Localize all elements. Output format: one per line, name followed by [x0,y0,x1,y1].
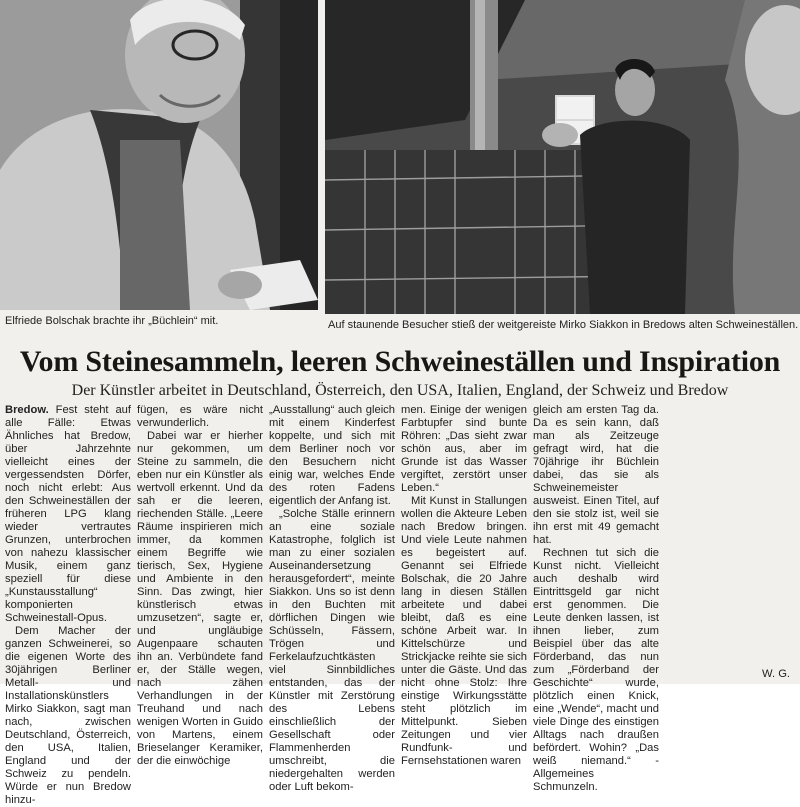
paragraph: „Ausstallung“ auch gleich mit einem Kinderfest koppelte, und sich mit dem Berliner noch vor den Besuchern nicht einig war, welches Ende des roten Fadens eigentlich der Anfang ist. [269,404,395,507]
photo-caption-right: Auf staunende Besucher stieß der weitgereiste Mirko Siakkon in Bredows alten Schweineställen. [328,319,799,331]
paragraph: men. Einige der wenigen Farbtupfer sind bunte Röhren: „Das sieht zwar schön aus, aber im Grunde ist das Wasser vergiftet, zerstört unser Leben.“ [401,404,527,494]
article-column-2 [137,404,263,767]
paragraph: Dabei war er hierher nur gekommen, um Steine zu sammeln, die eben nur ein Künstler als wertvoll erkennt. Und da sah er die leeren, riechenden Ställe. „Leere Räume inspirieren mich immer, da kommen einem Begriffe wie tierisch, Sex, Hygiene und Ambiente in den Sinn. Das zwingt, hier künstlerisch etwas umzusetzen“, sagte er, und ungläubige Augenpaare schauten ihn an. Verbündete fand er, der Ställe wegen, nach zähen Verhandlungen in der Treuhand und nach wenigen Worten in Guido von Martens, einem Brieselanger Keramiker, der die einwöchige [137,430,263,767]
paragraph: Dem Macher der ganzen Schweinerei, so die eigenen Worte des 30jährigen Berliner Metall- und Installationskünstlers Mirko Siakkon, sagt man nach, zwischen Deutschland, Österreich, den USA, Italien, England und der Schweiz zu pendeln. Würde er nun Bredow hinzu- [5,625,131,806]
photo-barn-interior [325,0,800,314]
paragraph: Fest steht auf alle Fälle: Etwas Ähnliches hat Bredow, über Jahrzehnte vielleicht eines der vergessendsten Dörfer, noch nicht erlebt: Aus den Schweineställen der früheren LPG klang wieder vertrautes Grunzen, unterbrochen von nahezu klassischer Musik, einem ganz speziell für diese „Kunstausstallung“ komponierten Schweinestall-Opus. [5,404,131,624]
paragraph: Rechnen tut sich die Kunst nicht. Vielleicht auch deshalb wird Eintrittsgeld gar nicht erst genommen. Die Leute denken lassen, ist ihnen lieber, zum Beispiel über das alte Förderband, das nun zum „Förderband der Geschichte“ wurde, plötzlich einen Knick, eine „Wende“, macht und viele Dinge des einstigen Alltags nach draußen befördert. Wohin? „Das weiß niemand.“ - Allgemeines Schmunzeln. [533,547,659,793]
paragraph: gleich am ersten Tag da. Da es sein kann, daß man als Zeitzeuge gefragt wird, hat die 70jährige ihr Büchlein dabei, das sie als Schweinemeister ausweist. Einen Titel, auf den sie stolz ist, weil sie ihn erst mit 49 gemacht hat. [533,404,659,546]
dateline: Bredow. [5,404,49,416]
article-subheadline: Der Künstler arbeitet in Deutschland, Österreich, den USA, Italien, England, der Schweiz und Bredow [71,382,729,399]
article-column-5 [533,404,659,793]
article-headline: Vom Steinesammeln, leeren Schweineställen und Inspiration [19,345,781,378]
article-body [5,404,795,806]
article-column-4 [401,404,527,767]
photo-caption-left: Elfriede Bolschak brachte ihr „Büchlein“ mit. [5,315,219,327]
photo-elderly-woman [0,0,318,310]
photo-barn-interior-graphic [325,0,800,314]
photo-elderly-woman-graphic [0,0,318,310]
paragraph: „Solche Ställe erinnern an eine soziale Katastrophe, folglich ist man zu einer sozialen Auseinandersetzung herausgefordert“, meinte Siakkon. Uns so ist denn in den Buchten mit dörflichen Dingen wie Schüsseln, Fässern, Trögen und Ferkelaufzuchtkästen viel Sinnbildliches entstanden, das der Künstler mit Zerstörung des Lebens einschließlich der Gesellschaft oder Flammenherden umschreibt, die niedergehalten werden oder Luft bekom- [269,508,395,793]
paragraph: Mit Kunst in Stallungen wollen die Akteure Leben nach Bredow bringen. Und viele Leute nahmen es begeistert auf. Genannt sei Elfriede Bolschak, die 20 Jahre lang in diesen Ställen arbeitete und dabei bleibt, daß es eine schöne Arbeit war. In Kittelschürze und Strickjacke reihte sie sich unter die Gäste. Und das nicht ohne Stolz: Ihre einstige Wirkungsstätte steht plötzlich im Mittelpunkt. Sieben Zeitungen und vier Rundfunk- und Fernsehstationen waren [401,495,527,767]
article-column-3 [269,404,395,793]
paragraph: fügen, es wäre nicht verwunderlich. [137,404,263,429]
author-signature: W. G. [762,668,790,680]
article-column-1 [5,404,131,806]
